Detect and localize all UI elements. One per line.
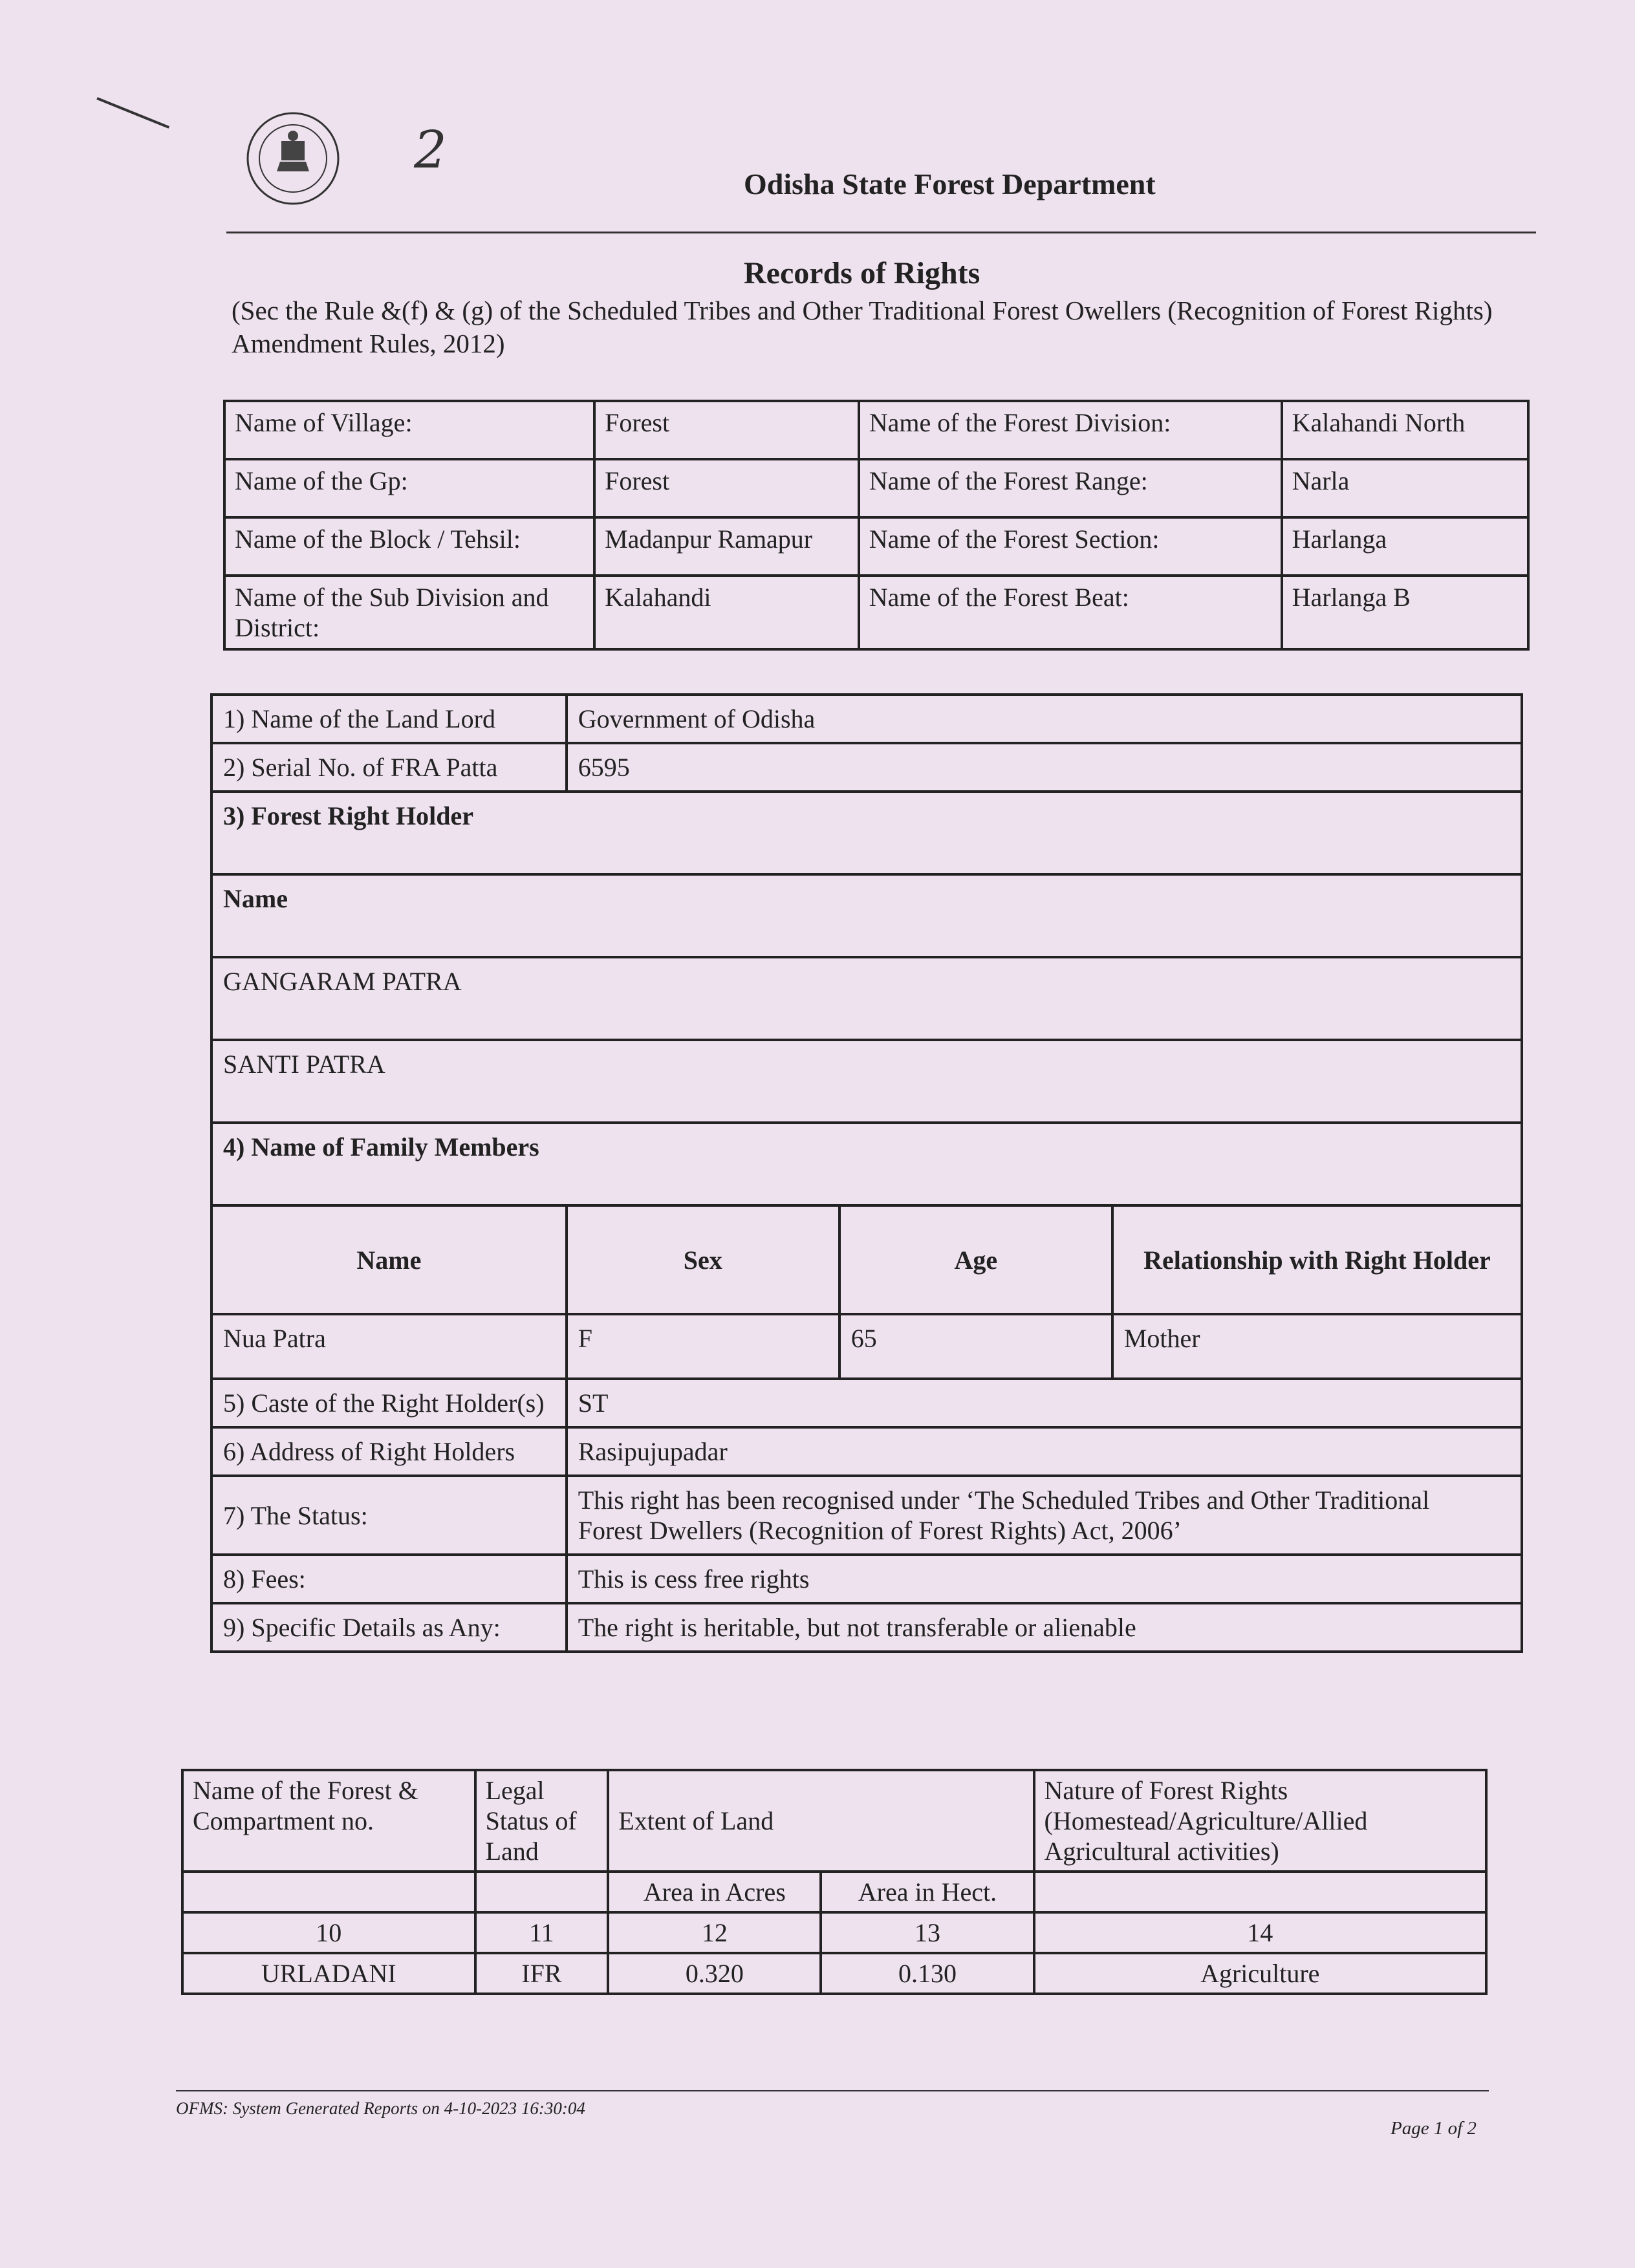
rights-details-table	[210, 693, 1523, 1653]
nature-of-rights: Agriculture	[1034, 1953, 1486, 1994]
document-subtitle: (Sec the Rule &(f) & (g) of the Scheduled Tribes and Other Traditional Forest Owellers (Recognition of Forest Rights) Amendment Rules, 2012)	[232, 296, 1493, 359]
col-area-hect: Area in Hect.	[821, 1872, 1034, 1912]
table-row	[211, 1123, 1522, 1205]
holder-heading: 3) Forest Right Holder	[211, 792, 1522, 874]
odisha-emblem-icon	[244, 110, 341, 207]
family-col-sex: Sex	[567, 1205, 839, 1314]
specific-value: The right is heritable, but not transferable or alienable	[567, 1603, 1522, 1652]
pen-mark	[96, 97, 169, 129]
address-value: Rasipujupadar	[567, 1427, 1522, 1476]
status-line: Forest Dwellers (Recognition of Forest Rights) Act, 2006’	[578, 1516, 1182, 1545]
specific-label: 9) Specific Details as Any:	[211, 1603, 567, 1652]
table-row	[182, 1770, 1486, 1872]
column-number: 10	[182, 1912, 475, 1953]
col-forest-compartment: Name of the Forest & Compartment no.	[182, 1770, 475, 1872]
table-row	[211, 1603, 1522, 1652]
legal-status: IFR	[475, 1953, 609, 1994]
holder-name-heading: Name	[211, 874, 1522, 957]
table-row	[211, 957, 1522, 1040]
fees-value: This is cess free rights	[567, 1555, 1522, 1603]
area-hect: 0.130	[821, 1953, 1034, 1994]
landlord-label: 1) Name of the Land Lord	[211, 695, 567, 743]
status-label: 7) The Status:	[211, 1476, 567, 1555]
block-label: Name of the Block / Tehsil:	[224, 517, 594, 576]
family-member-relationship: Mother	[1112, 1314, 1522, 1379]
department-title: Odisha State Forest Department	[744, 167, 1156, 200]
caste-label: 5) Caste of the Right Holder(s)	[211, 1379, 567, 1427]
family-member-name: Nua Patra	[211, 1314, 567, 1379]
serial-label: 2) Serial No. of FRA Patta	[211, 743, 567, 792]
column-number: 14	[1034, 1912, 1486, 1953]
landlord-value: Government of Odisha	[567, 695, 1522, 743]
empty-cell	[1034, 1872, 1486, 1912]
family-heading: 4) Name of Family Members	[211, 1123, 1522, 1205]
range-value: Narla	[1282, 459, 1528, 517]
handwritten-number: 2	[414, 120, 447, 180]
fees-label: 8) Fees:	[211, 1555, 567, 1603]
table-row	[224, 576, 1528, 649]
table-row	[211, 1314, 1522, 1379]
table-row	[211, 1379, 1522, 1427]
gp-label: Name of the Gp:	[224, 459, 594, 517]
division-value: Kalahandi North	[1282, 401, 1528, 459]
empty-cell	[182, 1872, 475, 1912]
column-number: 12	[608, 1912, 821, 1953]
serial-value: 6595	[567, 743, 1522, 792]
holder-name: SANTI PATRA	[211, 1040, 1522, 1123]
family-col-age: Age	[839, 1205, 1112, 1314]
status-line: This right has been recognised under ‘The Scheduled Tribes and Other Traditional	[578, 1485, 1430, 1515]
generated-timestamp: OFMS: System Generated Reports on 4-10-2023 16:30:04	[176, 2099, 585, 2118]
table-row	[211, 1555, 1522, 1603]
col-nature-of-rights: Nature of Forest Rights (Homestead/Agriculture/Allied Agricultural activities)	[1034, 1770, 1486, 1872]
subdiv-value: Kalahandi	[594, 576, 859, 649]
division-label: Name of the Forest Division:	[859, 401, 1282, 459]
family-member-sex: F	[567, 1314, 839, 1379]
page-number: Page 1 of 2	[1391, 2118, 1477, 2139]
gp-value: Forest	[594, 459, 859, 517]
column-number: 13	[821, 1912, 1034, 1953]
column-number: 11	[475, 1912, 609, 1953]
area-acres: 0.320	[608, 1953, 821, 1994]
table-row	[211, 1205, 1522, 1314]
section-label: Name of the Forest Section:	[859, 517, 1282, 576]
col-legal-status: Legal Status of Land	[475, 1770, 609, 1872]
table-row	[224, 517, 1528, 576]
header-divider	[226, 232, 1536, 233]
family-col-name: Name	[211, 1205, 567, 1314]
address-label: 6) Address of Right Holders	[211, 1427, 567, 1476]
table-row	[211, 792, 1522, 874]
village-value: Forest	[594, 401, 859, 459]
footer-divider	[176, 2090, 1489, 2091]
family-member-age: 65	[839, 1314, 1112, 1379]
caste-value: ST	[567, 1379, 1522, 1427]
table-row	[182, 1912, 1486, 1953]
table-row	[182, 1953, 1486, 1994]
table-row	[211, 1427, 1522, 1476]
location-table	[223, 400, 1530, 651]
table-row	[211, 874, 1522, 957]
family-col-relationship: Relationship with Right Holder	[1112, 1205, 1522, 1314]
range-label: Name of the Forest Range:	[859, 459, 1282, 517]
empty-cell	[475, 1872, 609, 1912]
land-table	[181, 1769, 1488, 1995]
table-row	[224, 459, 1528, 517]
block-value: Madanpur Ramapur	[594, 517, 859, 576]
table-row	[224, 401, 1528, 459]
forest-name: URLADANI	[182, 1953, 475, 1994]
col-area-acres: Area in Acres	[608, 1872, 821, 1912]
subdiv-label: Name of the Sub Division and District:	[224, 576, 594, 649]
beat-label: Name of the Forest Beat:	[859, 576, 1282, 649]
section-value: Harlanga	[1282, 517, 1528, 576]
table-row	[211, 1040, 1522, 1123]
table-row	[182, 1872, 1486, 1912]
document-title: Records of Rights	[744, 256, 980, 290]
village-label: Name of Village:	[224, 401, 594, 459]
status-value	[567, 1476, 1522, 1555]
table-row	[211, 1476, 1522, 1555]
beat-value: Harlanga B	[1282, 576, 1528, 649]
col-extent-of-land: Extent of Land	[608, 1770, 1034, 1872]
holder-name: GANGARAM PATRA	[211, 957, 1522, 1040]
table-row	[211, 695, 1522, 743]
table-row	[211, 743, 1522, 792]
